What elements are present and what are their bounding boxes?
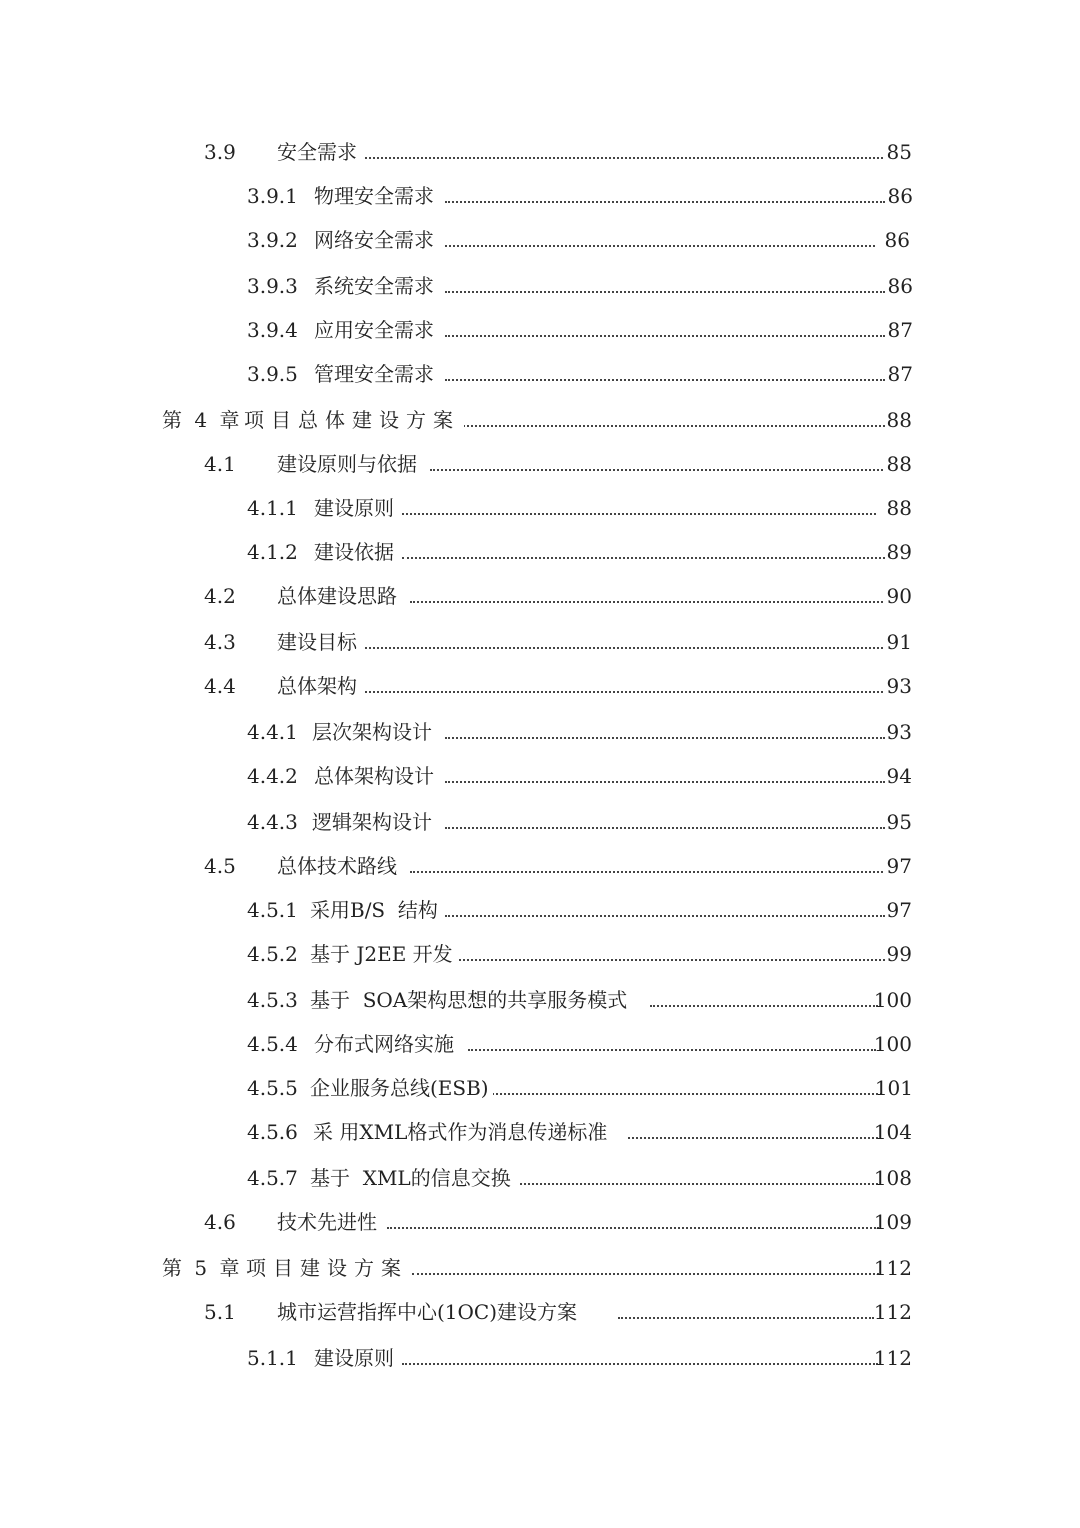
- toc-entry-page: 112: [873, 1300, 912, 1324]
- toc-entry-number: 4.4.3: [247, 810, 298, 834]
- toc-entry[interactable]: [0, 984, 1080, 1016]
- toc-entry[interactable]: [0, 536, 1080, 568]
- toc-entry-title: 总体建设思路: [277, 580, 401, 612]
- toc-leader-dots: [402, 557, 885, 559]
- toc-chapter-number: 第 5 章: [162, 1256, 243, 1280]
- toc-entry-page: 85: [886, 140, 912, 164]
- toc-leader-dots: [628, 1137, 878, 1139]
- toc-entry[interactable]: [0, 448, 1080, 480]
- toc-entry-title: 总体架构: [277, 670, 361, 702]
- toc-entry-page: 87: [887, 362, 913, 386]
- toc-entry[interactable]: [0, 670, 1080, 702]
- toc-entry-page: 99: [886, 942, 912, 966]
- toc-entry-page: 87: [887, 318, 913, 342]
- toc-entry-title: 建设依据: [314, 536, 398, 568]
- toc-entry-number: 4.5.4: [247, 1032, 298, 1056]
- toc-entry-page: 90: [886, 584, 912, 608]
- toc-leader-dots: [365, 157, 883, 159]
- toc-entry-number: 3.9.3: [247, 274, 298, 298]
- toc-entry-title: 应用安全需求: [314, 314, 438, 346]
- toc-leader-dots: [520, 1183, 878, 1185]
- toc-leader-dots: [618, 1317, 874, 1319]
- toc-entry-page: 104: [873, 1120, 912, 1144]
- toc-leader-dots: [455, 425, 885, 427]
- toc-leader-dots: [650, 1005, 878, 1007]
- toc-entry-number: 3.9.1: [247, 184, 298, 208]
- toc-entry-title: 企业服务总线(ESB): [310, 1072, 493, 1104]
- toc-chapter-title: 项目建设方案: [246, 1252, 412, 1284]
- toc-entry-page: 93: [886, 720, 912, 744]
- toc-entry-number: 4.6: [204, 1210, 236, 1234]
- toc-leader-dots: [445, 335, 885, 337]
- toc-leader-dots: [445, 291, 885, 293]
- toc-entry[interactable]: [0, 760, 1080, 792]
- toc-entry-number: 5.1.1: [247, 1346, 298, 1370]
- toc-leader-dots: [402, 513, 876, 515]
- toc-entry-title: 基于 SOA架构思想的共享服务模式: [310, 984, 631, 1016]
- toc-entry-page: 97: [886, 898, 912, 922]
- toc-entry-title: 基于 XML的信息交换: [310, 1162, 515, 1194]
- toc-chapter-number: 第 4 章: [162, 408, 243, 432]
- toc-entry[interactable]: [0, 1296, 1080, 1328]
- toc-entry[interactable]: [0, 314, 1080, 346]
- toc-entry-number: 4.3: [204, 630, 236, 654]
- toc-entry[interactable]: [0, 1028, 1080, 1060]
- toc-entry-page: 94: [886, 764, 912, 788]
- toc-leader-dots: [468, 1049, 876, 1051]
- toc-entry-title: 采用B/S 结构: [310, 894, 442, 926]
- toc-entry-number: 3.9: [204, 140, 236, 164]
- toc-entry-page: 95: [886, 810, 912, 834]
- toc-entry[interactable]: [0, 626, 1080, 658]
- toc-entry-number: 4.5.7: [247, 1166, 298, 1190]
- toc-entry[interactable]: [0, 894, 1080, 926]
- toc-entry-page: 86: [887, 274, 913, 298]
- toc-entry-page: 89: [886, 540, 912, 564]
- toc-entry-page: 91: [886, 630, 912, 654]
- toc-leader-dots: [430, 469, 883, 471]
- toc-chapter-title: 项目总体建设方案: [244, 404, 464, 436]
- toc-entry-title: 物理安全需求: [314, 180, 438, 212]
- toc-entry[interactable]: [0, 1072, 1080, 1104]
- toc-entry[interactable]: [0, 358, 1080, 390]
- toc-leader-dots: [445, 245, 875, 247]
- toc-entry-number: 3.9.5: [247, 362, 298, 386]
- toc-entry-title: 网络安全需求: [314, 224, 438, 256]
- toc-entry[interactable]: [0, 806, 1080, 838]
- toc-entry-title: 管理安全需求: [314, 358, 438, 390]
- toc-entry-page: 93: [886, 674, 912, 698]
- toc-entry-page: 100: [873, 1032, 912, 1056]
- toc-entry-page: 112: [873, 1346, 912, 1370]
- toc-entry-title: 建设原则: [314, 492, 398, 524]
- toc-entry-page: 100: [873, 988, 912, 1012]
- toc-entry-page: 108: [873, 1166, 912, 1190]
- toc-entry-number: 4.2: [204, 584, 236, 608]
- toc-entry[interactable]: [0, 136, 1080, 168]
- toc-entry-number: 4.5.5: [247, 1076, 298, 1100]
- toc-entry-number: 4.5: [204, 854, 236, 878]
- toc-entry-title: 逻辑架构设计: [312, 806, 436, 838]
- toc-entry-number: 4.1: [204, 452, 236, 476]
- toc-entry-number: 3.9.4: [247, 318, 298, 342]
- toc-entry-number: 4.5.3: [247, 988, 298, 1012]
- toc-entry-number: 3.9.2: [247, 228, 298, 252]
- toc-leader-dots: [455, 959, 885, 961]
- toc-entry-page: 88: [886, 408, 912, 432]
- toc-entry[interactable]: [0, 1162, 1080, 1194]
- toc-entry[interactable]: [0, 270, 1080, 302]
- toc-chapter-entry[interactable]: [0, 404, 1080, 436]
- toc-entry-title: 基于 J2EE 开发: [310, 938, 457, 970]
- toc-entry-page: 109: [873, 1210, 912, 1234]
- toc-entry-number: 4.5.6: [247, 1120, 298, 1144]
- toc-entry[interactable]: [0, 1206, 1080, 1238]
- toc-leader-dots: [445, 379, 885, 381]
- toc-entry-number: 4.1.1: [247, 496, 298, 520]
- toc-entry-title: 总体技术路线: [277, 850, 401, 882]
- toc-entry-title: 技术先进性: [277, 1206, 381, 1238]
- toc-entry-number: 4.4.2: [247, 764, 298, 788]
- toc-entry[interactable]: [0, 180, 1080, 212]
- toc-entry-title: 建设目标: [277, 626, 361, 658]
- toc-entry-title: 建设原则: [314, 1342, 398, 1374]
- toc-entry-title: 城市运营指挥中心(1OC)建设方案: [277, 1296, 581, 1328]
- toc-entry-page: 88: [886, 452, 912, 476]
- toc-entry-number: 4.4.1: [247, 720, 298, 744]
- toc-entry-title: 安全需求: [277, 136, 361, 168]
- toc-entry-page: 86: [887, 184, 913, 208]
- toc-entry-number: 4.1.2: [247, 540, 298, 564]
- toc-entry-title: 层次架构设计: [312, 716, 436, 748]
- toc-leader-dots: [412, 1273, 879, 1275]
- toc-entry-title: 建设原则与依据: [277, 448, 421, 480]
- toc-entry[interactable]: [0, 938, 1080, 970]
- toc-entry-title: 采 用XML格式作为消息传递标准: [313, 1116, 611, 1148]
- toc-entry-page: 88: [886, 496, 912, 520]
- toc-entry-page: 112: [873, 1256, 912, 1280]
- toc-leader-dots: [445, 781, 885, 783]
- toc-entry-page: 86: [884, 228, 910, 252]
- toc-leader-dots: [492, 1093, 882, 1095]
- toc-entry[interactable]: [0, 1116, 1080, 1148]
- toc-leader-dots: [445, 737, 885, 739]
- toc-entry-number: 4.5.1: [247, 898, 298, 922]
- toc-entry[interactable]: [0, 492, 1080, 524]
- toc-entry[interactable]: [0, 716, 1080, 748]
- toc-entry-page: 101: [874, 1076, 913, 1100]
- toc-leader-dots: [410, 601, 883, 603]
- toc-chapter-entry[interactable]: [0, 1252, 1080, 1284]
- toc-leader-dots: [445, 201, 885, 203]
- toc-leader-dots: [410, 871, 883, 873]
- toc-entry-page: 97: [886, 854, 912, 878]
- toc-entry-title: 分布式网络实施: [314, 1028, 458, 1060]
- toc-entry-number: 4.4: [204, 674, 236, 698]
- toc-leader-dots: [445, 915, 885, 917]
- toc-entry[interactable]: [0, 1342, 1080, 1374]
- toc-entry-title: 系统安全需求: [314, 270, 438, 302]
- toc-entry[interactable]: [0, 580, 1080, 612]
- toc-leader-dots: [365, 647, 883, 649]
- toc-entry[interactable]: [0, 224, 1080, 256]
- toc-leader-dots: [365, 691, 883, 693]
- toc-entry-title: 总体架构设计: [314, 760, 438, 792]
- toc-leader-dots: [387, 1227, 879, 1229]
- toc-entry-number: 5.1: [204, 1300, 236, 1324]
- toc-entry[interactable]: [0, 850, 1080, 882]
- toc-leader-dots: [402, 1363, 878, 1365]
- toc-entry-number: 4.5.2: [247, 942, 298, 966]
- toc-leader-dots: [445, 827, 885, 829]
